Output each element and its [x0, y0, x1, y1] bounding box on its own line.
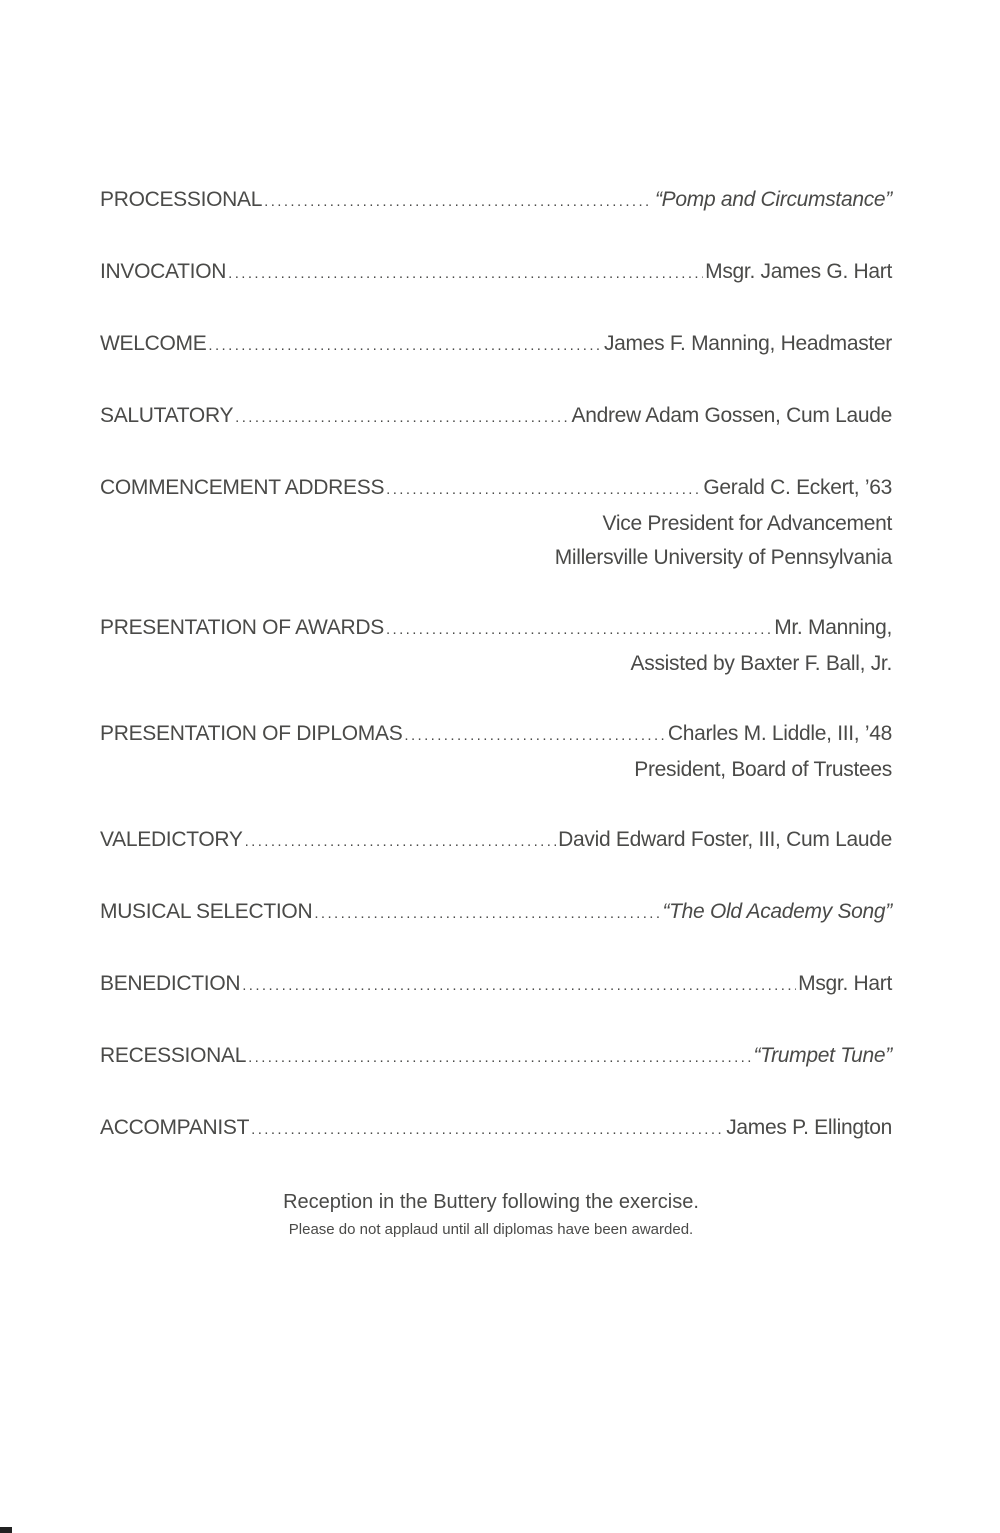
- program-entry-subline: Assisted by Baxter F. Ball, Jr.: [630, 652, 892, 675]
- program-entry-label: VALEDICTORY: [100, 828, 243, 851]
- program-entry-line: [100, 399, 892, 435]
- program-entry-line: [100, 183, 892, 219]
- program-entry: [100, 895, 892, 931]
- program-entry-line: [100, 327, 892, 363]
- program-entry: [100, 1039, 892, 1075]
- program-entry: [100, 967, 892, 1003]
- program-entry-line: [100, 967, 892, 1003]
- program-entry-value: James P. Ellington: [726, 1116, 892, 1139]
- program-entry-value: “Trumpet Tune”: [753, 1044, 892, 1067]
- program-entry-label: BENEDICTION: [100, 972, 241, 995]
- program-entry: [100, 399, 892, 435]
- program-entry: [100, 327, 892, 363]
- dot-leader: [314, 897, 660, 931]
- reception-note: Reception in the Buttery following the exercise.: [283, 1191, 699, 1213]
- program-entry-label: SALUTATORY: [100, 404, 234, 427]
- program-entry-label: MUSICAL SELECTION: [100, 900, 313, 923]
- program-entry-value: Charles M. Liddle, III, ’48: [667, 722, 892, 745]
- program-entry-value: Msgr. Hart: [798, 972, 892, 995]
- program-entry: [100, 471, 892, 575]
- program-entry-line: [100, 823, 892, 859]
- program-entry: [100, 183, 892, 219]
- program-entry: [100, 1111, 892, 1147]
- program-entry: [100, 255, 892, 291]
- applause-note: Please do not applaud until all diplomas have been awarded.: [288, 1221, 694, 1238]
- program-entry-line: [100, 255, 892, 291]
- program-entry-subline: Millersville University of Pennsylvania: [554, 546, 892, 569]
- program-entry-subline: Vice President for Advancement: [602, 512, 892, 535]
- dot-leader: [208, 329, 602, 363]
- program-entry-value: Msgr. James G. Hart: [705, 260, 892, 283]
- program-entry-line: [100, 895, 892, 931]
- program-entry-label: PRESENTATION OF AWARDS: [100, 616, 384, 639]
- program-entry-label: PRESENTATION OF DIPLOMAS: [100, 722, 403, 745]
- program-entry-value: Andrew Adam Gossen, Cum Laude: [571, 404, 892, 427]
- program-entry: [100, 717, 892, 787]
- scan-edge-mark: [0, 1527, 12, 1533]
- dot-leader: [245, 825, 557, 859]
- program-entry-line: [100, 611, 892, 647]
- program-entry-value: David Edward Foster, III, Cum Laude: [558, 828, 892, 851]
- dot-leader: [251, 1113, 724, 1147]
- program-entry-value: “The Old Academy Song”: [662, 900, 892, 923]
- program-entry-label: INVOCATION: [100, 260, 227, 283]
- program-entry: [100, 611, 892, 681]
- program-entry-line: [100, 1039, 892, 1075]
- program-entry-label: RECESSIONAL: [100, 1044, 247, 1067]
- dot-leader: [386, 473, 701, 507]
- program-entry-value: James F. Manning, Headmaster: [603, 332, 892, 355]
- dot-leader: [228, 257, 703, 291]
- dot-leader: [242, 969, 796, 1003]
- program-notes: [0, 1185, 1000, 1241]
- program-entry-subline: President, Board of Trustees: [634, 758, 892, 781]
- dot-leader: [248, 1041, 751, 1075]
- program-entry: [100, 823, 892, 859]
- program-entry-label: PROCESSIONAL: [100, 188, 263, 211]
- dot-leader: [235, 401, 569, 435]
- dot-leader: [264, 185, 653, 219]
- program-entry-line: [100, 471, 892, 507]
- program-entry-label: WELCOME: [100, 332, 207, 355]
- program-entry-line: [100, 717, 892, 753]
- program-entry-value: Gerald C. Eckert, ’63: [703, 476, 892, 499]
- program-entry-label: COMMENCEMENT ADDRESS: [100, 476, 385, 499]
- program-entry-label: ACCOMPANIST: [100, 1116, 250, 1139]
- program-entry-value: “Pomp and Circumstance”: [654, 188, 892, 211]
- program-list: [100, 183, 892, 1183]
- program-entry-line: [100, 1111, 892, 1147]
- program-entry-value: Mr. Manning,: [774, 616, 892, 639]
- dot-leader: [404, 719, 665, 753]
- dot-leader: [386, 613, 772, 647]
